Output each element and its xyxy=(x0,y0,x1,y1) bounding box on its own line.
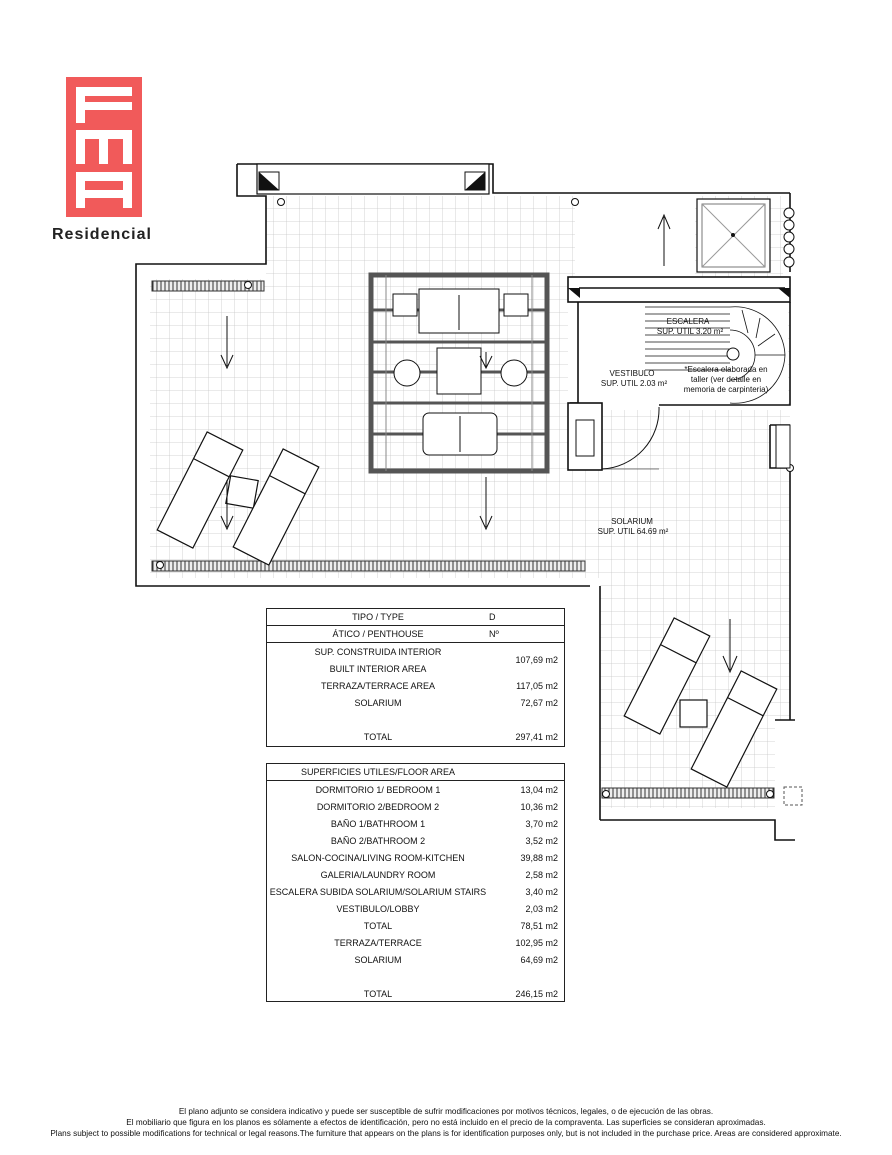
table-row xyxy=(267,951,564,968)
row-label: VESTIBULO/LOBBY xyxy=(336,903,420,914)
row-label: BUILT INTERIOR AREA xyxy=(329,663,427,674)
table-row xyxy=(267,798,564,815)
floor-area-table xyxy=(266,763,565,1002)
row-value: 107,69 m2 xyxy=(515,654,558,665)
row-label: GALERIA/LAUNDRY ROOM xyxy=(320,869,436,880)
type-header-label: TIPO / TYPE xyxy=(352,612,404,622)
type-table-header xyxy=(267,609,564,626)
penthouse-label: ÁTICO / PENTHOUSE xyxy=(332,629,424,639)
type-table-subheader xyxy=(267,626,564,643)
row-label: SUP. CONSTRUIDA INTERIOR xyxy=(314,646,442,657)
table-row xyxy=(267,815,564,832)
penthouse-number: Nº xyxy=(489,629,499,639)
stair-note-line: memoria de carpinteria) xyxy=(683,385,769,394)
row-value: 78,51 m2 xyxy=(520,920,558,931)
row-value: 297,41 m2 xyxy=(515,731,558,742)
row-label: TOTAL xyxy=(363,988,393,999)
row-label: SALON-COCINA/LIVING ROOM-KITCHEN xyxy=(291,852,465,863)
row-label: ESCALERA SUBIDA SOLARIUM/SOLARIUM STAIRS xyxy=(269,886,487,897)
table-row xyxy=(267,654,564,677)
row-value: 117,05 m2 xyxy=(516,680,558,691)
row-value: 64,69 m2 xyxy=(520,954,558,965)
lobby-area: SUP. UTIL 2.03 m² xyxy=(600,379,668,388)
row-label: TERRAZA/TERRACE AREA xyxy=(320,680,436,691)
row-value: 39,88 m2 xyxy=(520,852,558,863)
row-label: TERRAZA/TERRACE xyxy=(334,937,422,948)
type-table xyxy=(266,608,565,747)
table-row xyxy=(267,677,564,694)
table-row xyxy=(267,694,564,711)
row-value: 246,15 m2 xyxy=(515,988,558,999)
row-label: TOTAL xyxy=(363,731,393,742)
row-label: SOLARIUM xyxy=(354,954,402,965)
row-label: TOTAL xyxy=(363,920,393,931)
stair-title: ESCALERA xyxy=(666,317,710,326)
row-label: BAÑO 2/BATHROOM 2 xyxy=(330,835,426,846)
stair-area: SUP. UTIL 3.20 m² xyxy=(656,327,724,336)
row-value: 2,58 m2 xyxy=(525,869,558,880)
type-header-value: D xyxy=(489,612,496,622)
floor-area-header xyxy=(267,764,564,781)
table-row xyxy=(267,849,564,866)
footnote-line: El mobiliario que figura en los planos es sólamente a efectos de identificación, pero no está incluido en el precio de la compraventa. Las superficies se consideran aproximadas. xyxy=(126,1118,766,1127)
lobby-title: VESTIBULO xyxy=(609,369,655,378)
table-row xyxy=(267,866,564,883)
row-value: 10,36 m2 xyxy=(520,801,558,812)
table-row xyxy=(267,711,564,728)
railing xyxy=(602,788,774,798)
row-label: BAÑO 1/BATHROOM 1 xyxy=(330,818,426,829)
row-value: 3,40 m2 xyxy=(525,886,558,897)
footnote-line: El plano adjunto se considera indicativo y puede ser susceptible de sufrir modificaciones por motivos técnicos, legales, o de ejecución de las obras. xyxy=(178,1107,714,1116)
brand-name: Residencial xyxy=(52,226,152,243)
solarium-area: SUP. UTIL 64.69 m² xyxy=(597,527,669,536)
solarium-title: SOLARIUM xyxy=(611,517,653,526)
table-row-total xyxy=(267,985,564,1002)
floor-area-title: SUPERFICIES UTILES/FLOOR AREA xyxy=(300,767,456,777)
stair-note-line: *Escalera elaborada en xyxy=(684,365,768,374)
row-label: DORMITORIO 1/ BEDROOM 1 xyxy=(315,784,441,795)
row-label: DORMITORIO 2/BEDROOM 2 xyxy=(316,801,440,812)
footnote-line: Plans subject to possible modifications for technical or legal reasons.The furniture that appears on the plans is for identification purposes only, but is not included in the purchase price. Areas are considered approximate. xyxy=(50,1129,842,1138)
row-value: 13,04 m2 xyxy=(520,784,558,795)
table-row xyxy=(267,968,564,985)
table-row xyxy=(267,832,564,849)
row-label: SOLARIUM xyxy=(354,697,402,708)
row-value: 3,70 m2 xyxy=(525,818,558,829)
row-value: 72,67 m2 xyxy=(520,697,558,708)
row-value: 3,52 m2 xyxy=(525,835,558,846)
railing xyxy=(152,561,585,571)
stair-note-line: taller (ver detalle en xyxy=(690,375,762,384)
table-row xyxy=(267,900,564,917)
table-row xyxy=(267,917,564,934)
row-value: 102,95 m2 xyxy=(515,937,558,948)
table-row xyxy=(267,883,564,900)
table-row xyxy=(267,781,564,798)
table-row-total xyxy=(267,728,564,745)
row-value: 2,03 m2 xyxy=(525,903,558,914)
table-row xyxy=(267,934,564,951)
